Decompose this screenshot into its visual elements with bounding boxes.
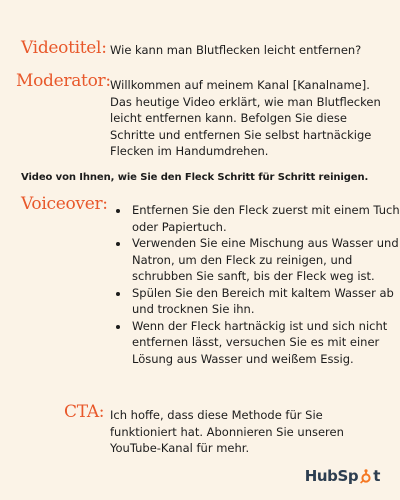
voiceover-bullet-2: • Verwenden Sie eine Mischung aus Wasser und Natron, um den Fleck zu reinigen, und schrubben Sie sanft, bis der Fleck weg ist.: [130, 235, 400, 285]
moderator-text: Willkommen auf meinem Kanal [Kanalname]. Das heutige Video erklärt, wie man Blutflecken leicht entfernen kann. Befolgen Sie diese Schritte und entfernen Sie selbst hartnäckige Flecken im Handumdrehen.: [110, 78, 381, 158]
hubspot-logo: [305, 467, 380, 485]
logo-text-end: t: [373, 467, 380, 485]
logo-text-start: HubSp: [304, 467, 359, 485]
video-note: Video von Ihnen, wie Sie den Fleck Schritt für Schritt reinigen.: [21, 172, 369, 183]
video-title-label: Videotitel:: [21, 38, 107, 58]
cta-label: CTA:: [64, 402, 105, 422]
voiceover-label: Voiceover:: [21, 194, 108, 214]
voiceover-bullet-1: • Entfernen Sie den Fleck zuerst mit einem Tuch oder Papiertuch.: [130, 202, 400, 235]
voiceover-bullet-list: [110, 202, 400, 367]
moderator-label: Moderator:: [16, 71, 111, 91]
hubspot-sprocket-icon: [359, 469, 373, 484]
video-title-text: Wie kann man Blutflecken leicht entfernen?: [110, 43, 362, 57]
cta-text: Ich hoffe, dass diese Methode für Sie funktioniert hat. Abonnieren Sie unseren YouTube-Kanal für mehr.: [110, 408, 344, 455]
voiceover-bullet-3: • Spülen Sie den Bereich mit kaltem Wasser ab und trocknen Sie ihn.: [130, 285, 400, 318]
voiceover-bullet-4: • Wenn der Fleck hartnäckig ist und sich nicht entfernen lässt, versuchen Sie es mit einer Lösung aus Wasser und weißem Essig.: [130, 318, 400, 368]
